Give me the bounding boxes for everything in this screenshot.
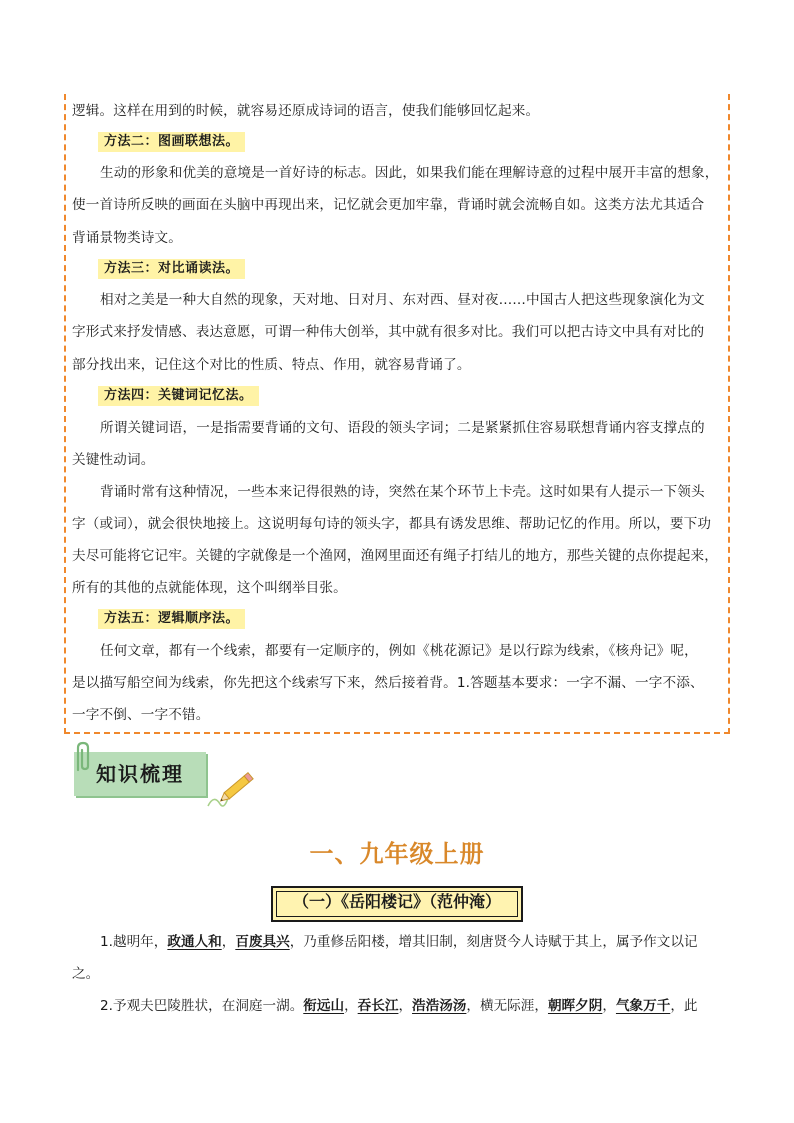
method5-heading: 方法五：逻辑顺序法。 [98, 609, 245, 629]
box-line: 任何文章，都有一个线索，都要有一定顺序的，例如《桃花源记》是以行踪为线索，《核舟记》呢， [100, 643, 698, 659]
box-line: 所有的其他的点就能体现，这个叫纲举目张。 [72, 580, 347, 596]
box-line: 关键性动词。 [72, 452, 155, 468]
text-run: ， [344, 998, 358, 1014]
box-line: 背诵景物类诗文。 [72, 230, 182, 246]
box-line: 是以描写船空间为线索，你先把这个线索写下来，然后接着背。1.答题基本要求：一字不漏、一字不添、 [72, 675, 704, 691]
keyword: 朝晖夕阴 [547, 998, 603, 1014]
keyword: 政通人和 [167, 934, 222, 950]
box-line: 相对之美是一种大自然的现象，天对地、日对月、东对西、昼对夜……中国古人把这些现象演化为文 [100, 292, 705, 308]
box-line: 所谓关键词语，一是指需要背诵的文句、语段的领头字词；二是紧紧抓住容易联想背诵内容支撑点的 [100, 420, 705, 436]
text-line: 之。 [72, 966, 100, 982]
method3-heading: 方法三：对比诵读法。 [98, 259, 245, 279]
box-line: 字（或词），就会很快地接上。这说明每句诗的领头字，都具有诱发思维、帮助记忆的作用。所以，要下功 [72, 516, 712, 532]
keyword: 浩浩汤汤 [412, 998, 467, 1014]
keyword: 百废具兴 [235, 934, 290, 950]
method4-heading: 方法四：关键词记忆法。 [98, 386, 259, 406]
paperclip-icon [68, 740, 98, 774]
text-run: 2.予观夫巴陵胜状，在洞庭一湖。 [100, 998, 304, 1014]
box-line: 夫尽可能将它记牢。关键的字就像是一个渔网，渔网里面还有绳子打结儿的地方，那些关键的点你提起来， [72, 548, 718, 564]
text-line [100, 932, 730, 952]
text-line [100, 996, 730, 1016]
method-box [64, 94, 730, 734]
keyword: 吞长江 [357, 998, 399, 1014]
keyword: 气象万千 [615, 998, 671, 1014]
pencil-icon [206, 764, 260, 810]
subsection-box [271, 886, 523, 922]
text-run: ， [221, 934, 236, 950]
knowledge-label: 知识梳理 [96, 762, 184, 786]
text-run: ，此 [670, 998, 698, 1014]
box-line: 逻辑。这样在用到的时候，就容易还原成诗词的语言，使我们能够回忆起来。 [72, 103, 540, 119]
section-title: 一、九年级上册 [309, 839, 485, 868]
keyword: 衔远山 [303, 998, 345, 1014]
text-run: ，横无际涯， [466, 998, 548, 1014]
box-line: 部分找出来，记住这个对比的性质、特点、作用，就容易背诵了。 [72, 357, 471, 373]
box-line: 背诵时常有这种情况，一些本来记得很熟的诗，突然在某个环节上卡壳。这时如果有人提示一下领头 [100, 484, 705, 500]
text-run: ， [398, 998, 413, 1014]
box-line: 使一首诗所反映的画面在头脑中再现出来，记忆就会更加牢靠，背诵时就会流畅自如。这类方法尤其适合 [72, 197, 705, 213]
box-line: 一字不倒、一字不错。 [72, 707, 210, 723]
method2-heading: 方法二：图画联想法。 [98, 132, 245, 152]
text-run: ，乃重修岳阳楼，增其旧制，刻唐贤今人诗赋于其上，属予作文以记 [289, 934, 698, 950]
box-line: 生动的形象和优美的意境是一首好诗的标志。因此，如果我们能在理解诗意的过程中展开丰富的想象， [100, 165, 719, 181]
subsection-title: （一）《岳阳楼记》（范仲淹） [292, 892, 501, 911]
text-run: ， [602, 998, 616, 1014]
text-run: 1.越明年， [100, 934, 168, 950]
box-line: 字形式来抒发情感、表达意愿，可谓一种伟大创举，其中就有很多对比。我们可以把古诗文中具有对比的 [72, 324, 705, 340]
